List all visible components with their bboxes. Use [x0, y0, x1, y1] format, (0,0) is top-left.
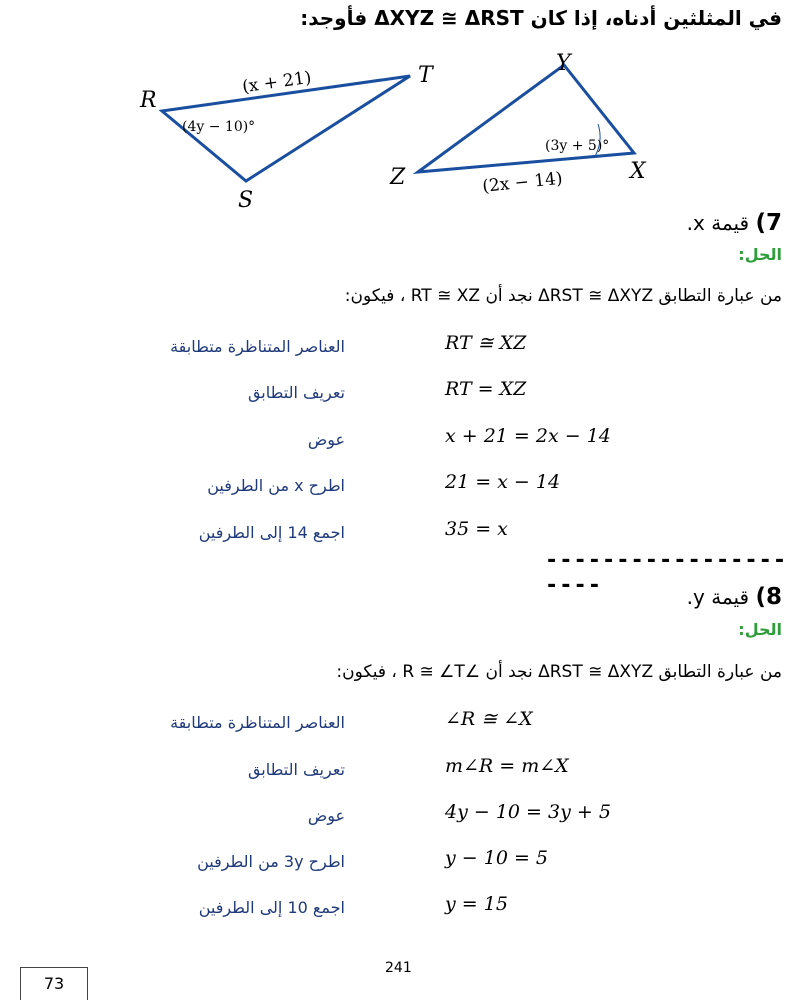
triangles-figure — [120, 50, 680, 215]
vertex-t-label: T — [418, 63, 433, 88]
q7-step1-reason: العناصر المتناظرة متطابقة — [170, 337, 345, 356]
q7-number: 7) — [755, 210, 782, 236]
q8-step2-equation: m∠R = m∠X — [445, 755, 569, 777]
q8-step4-reason: اطرح 3y من الطرفين — [197, 852, 345, 871]
q8-step5-reason: اجمع 10 إلى الطرفين — [198, 898, 345, 917]
page-number: 241 — [385, 960, 412, 976]
vertex-x-label: X — [630, 159, 646, 184]
q7-line — [687, 210, 782, 236]
vertex-r-label: R — [140, 88, 157, 113]
q7-step3-equation: x + 21 = 2x − 14 — [445, 425, 611, 447]
q7-step3-reason: عوض — [307, 430, 345, 449]
side-zx-label: (2x − 14) — [481, 168, 564, 197]
vertex-s-label: S — [238, 188, 254, 213]
problem-header: في المثلثين أدناه، إذا كان ΔXYZ ≅ ΔRST فأوجد: — [300, 6, 782, 30]
page-box: 73 — [20, 967, 88, 1000]
q7-step2-equation: RT = XZ — [445, 378, 527, 400]
q8-line — [687, 584, 782, 610]
side-rt-label: (x + 21) — [240, 67, 313, 98]
q8-step1-equation: ∠R ≅ ∠X — [445, 708, 533, 730]
q7-step5-reason: اجمع 14 إلى الطرفين — [198, 523, 345, 542]
q7-step2-reason: تعريف التطابق — [247, 383, 345, 402]
angle-r-label: (4y − 10)° — [182, 119, 256, 135]
q7-step4-reason: اطرح x من الطرفين — [207, 476, 345, 495]
q8-prompt: قيمة y. — [686, 585, 750, 609]
q7-step1-equation: RT ≅ XZ — [445, 332, 527, 354]
q8-step2-reason: تعريف التطابق — [247, 760, 345, 779]
q8-step3-equation: 4y − 10 = 3y + 5 — [445, 801, 611, 823]
q8-step4-equation: y − 10 = 5 — [445, 847, 548, 869]
vertex-y-label: Y — [556, 51, 571, 76]
triangle-xyz — [418, 65, 634, 172]
q8-step1-reason: العناصر المتناظرة متطابقة — [170, 713, 345, 732]
q7-prompt: قيمة x. — [686, 211, 750, 235]
angle-x-label: (3y + 5)° — [545, 138, 610, 154]
q8-number: 8) — [755, 584, 782, 610]
vertex-z-label: Z — [390, 165, 406, 190]
q8-intro: من عبارة التطابق ΔRST ≅ ΔXYZ نجد أن ∠R ≅ ∠T ، فيكون: — [336, 662, 782, 682]
q7-intro: من عبارة التطابق ΔRST ≅ ΔXYZ نجد أن RT ≅ XZ ، فيكون: — [344, 286, 782, 306]
q7-step4-equation: 21 = x − 14 — [445, 471, 561, 493]
q8-step5-equation: y = 15 — [445, 893, 508, 915]
separator-line: --------------------- — [545, 548, 788, 598]
q7-solution-label: الحل: — [738, 245, 782, 264]
q7-step5-equation: 35 = x — [445, 518, 508, 540]
q8-solution-label: الحل: — [738, 620, 782, 639]
q8-step3-reason: عوض — [307, 806, 345, 825]
